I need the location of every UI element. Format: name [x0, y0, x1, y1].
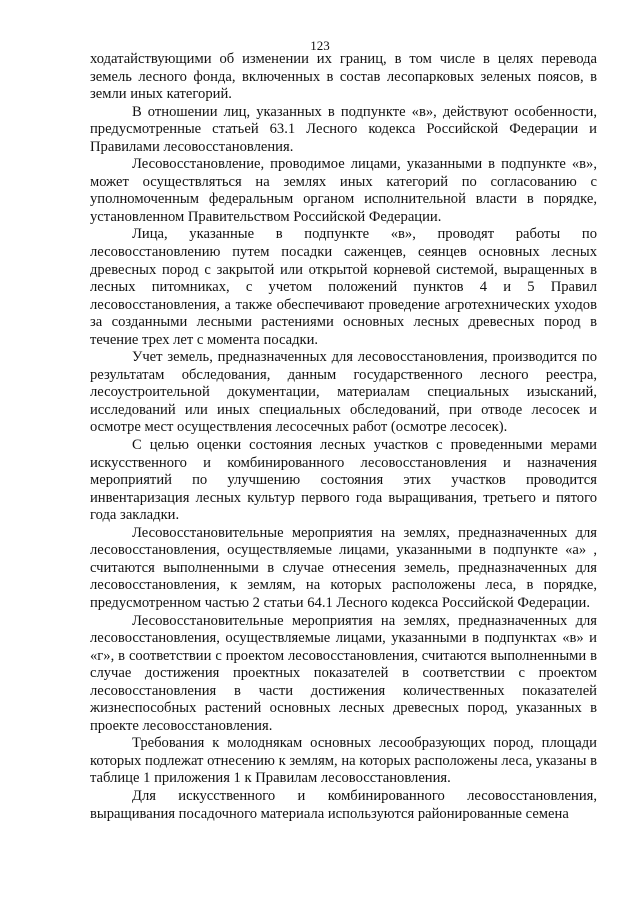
paragraph: ходатайствующими об изменении их границ, в том числе в целях перевода земель лесного фонда, включенных в состав лесопарковых зеленых поясов, в земли иных категорий.: [90, 51, 597, 103]
paragraph: С целью оценки состояния лесных участков с проведенными мерами искусственного и комбинированного лесовосстановления и назначения мероприятий по улучшению состояния этих участков проводится инвентаризация лесных культур первого года выращивания, третьего и пятого года закладки.: [90, 437, 597, 524]
document-body: [90, 51, 597, 823]
paragraph: Требования к молоднякам основных лесообразующих пород, площади которых подлежат отнесению к землям, на которых расположены леса, указаны в таблице 1 приложения 1 к Правилам лесовосстановления.: [90, 735, 597, 787]
paragraph: Учет земель, предназначенных для лесовосстановления, производится по результатам обследования, данным государственного лесного реестра, лесоустроительной документации, материалам специальных изысканий, исследований или иных специальных обследований, при отводе лесосек и осмотре мест осуществления лесосечных работ (осмотре лесосек).: [90, 349, 597, 436]
paragraph: Лесовосстановление, проводимое лицами, указанными в подпункте «в», может осуществляться на землях иных категорий по согласованию с уполномоченным федеральным органом исполнительной власти в порядке, установленном Правительством Российской Федерации.: [90, 156, 597, 225]
paragraph: В отношении лиц, указанных в подпункте «в», действуют особенности, предусмотренные статьей 63.1 Лесного кодекса Российской Федерации и Правилами лесовосстановления.: [90, 103, 597, 155]
paragraph: Лесовосстановительные мероприятия на землях, предназначенных для лесовосстановления, осуществляемые лицами, указанными в подпункте «а» , считаются выполненными в случае отнесения земель, предназначенных для лесовосстановления, к землям, на которых расположены леса, в порядке, предусмотренном частью 2 статьи 64.1 Лесного кодекса Российской Федерации.: [90, 524, 597, 611]
paragraph: Лица, указанные в подпункте «в», проводят работы по лесовосстановлению путем посадки саженцев, сеянцев основных лесных древесных пород с закрытой или открытой корневой системой, выращенных в лесных питомниках, с учетом положений пунктов 4 и 5 Правил лесовосстановления, а также обеспечивают проведение агротехнических уходов за созданными лесными растениями основных лесных древесных пород в течение трех лет с момента посадки.: [90, 226, 597, 348]
page-number: 123: [310, 38, 330, 53]
paragraph: Лесовосстановительные мероприятия на землях, предназначенных для лесовосстановления, осуществляемые лицами, указанными в подпунктах «в» и «г», в соответствии с проектом лесовосстановления, считаются выполненными в случае достижения проектных показателей в соответствии с проектом лесовосстановления в части достижения количественных показателей жизнеспособных растений основных лесных древесных пород, указанных в проекте лесовосстановления.: [90, 612, 597, 734]
paragraph: Для искусственного и комбинированного лесовосстановления, выращивания посадочного материала используются районированные семена: [90, 787, 597, 822]
